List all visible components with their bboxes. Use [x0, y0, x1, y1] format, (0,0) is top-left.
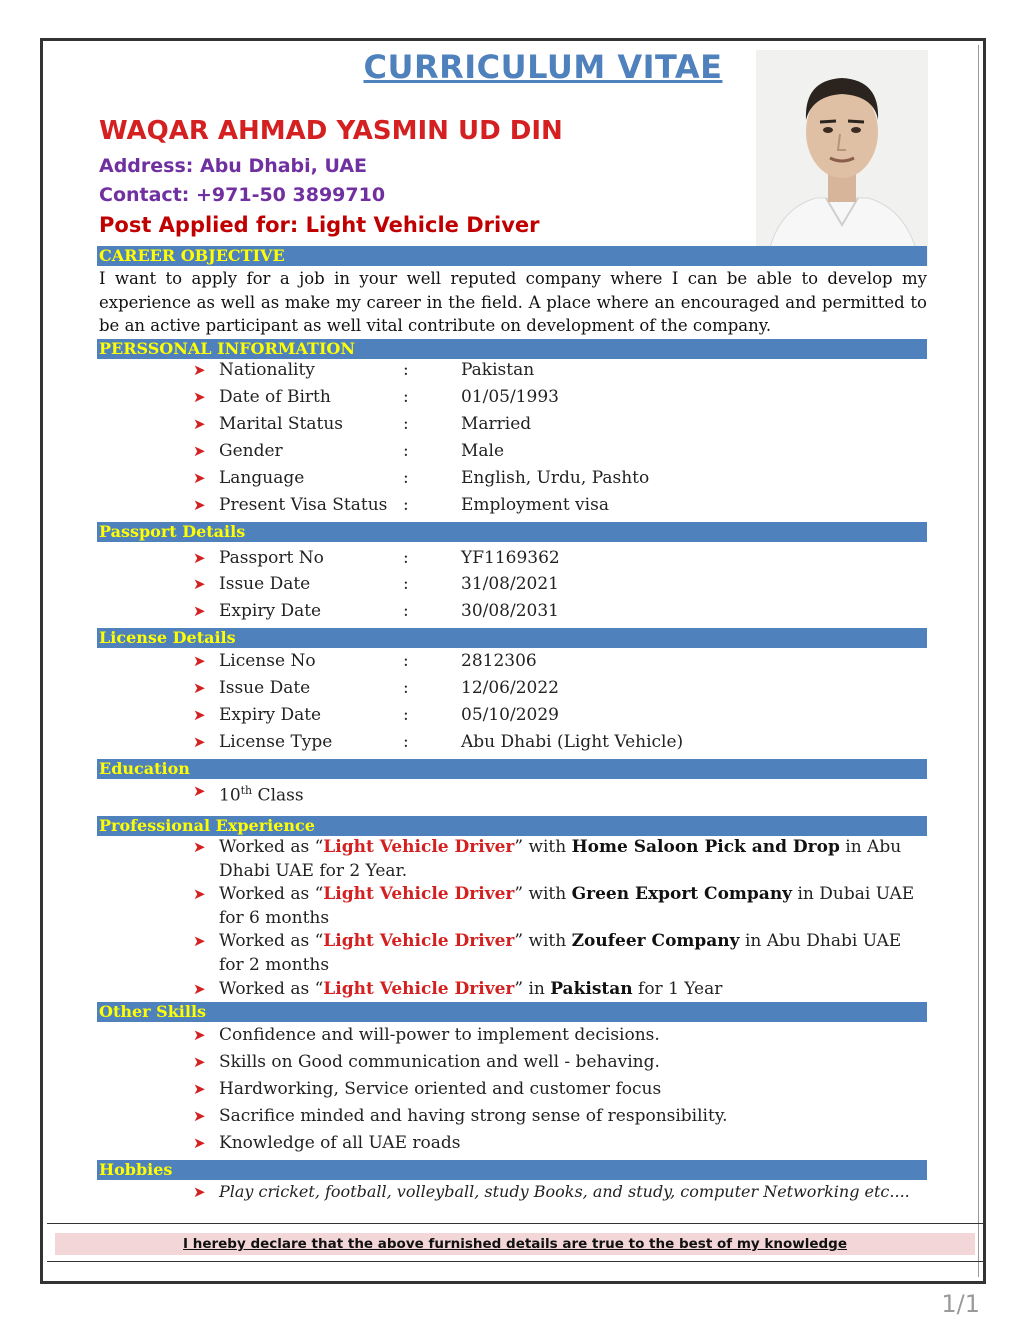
- field-separator: :: [403, 441, 409, 461]
- arrow-bullet-icon: ➤: [193, 652, 206, 670]
- field-label: Expiry Date: [219, 601, 322, 621]
- field-label: Date of Birth: [219, 387, 331, 407]
- arrow-bullet-icon: ➤: [193, 1026, 206, 1044]
- field-separator: :: [403, 705, 409, 725]
- field-separator: :: [403, 601, 409, 621]
- experience-item: ➤ Worked as “Light Vehicle Driver” in Pakistan for 1 Year: [193, 978, 923, 1002]
- field-separator: :: [403, 468, 409, 488]
- experience-item: ➤ Worked as “Light Vehicle Driver” with Home Saloon Pick and Drop in Abu Dhabi UAE for 2 Year.: [193, 837, 902, 881]
- section-hobbies: Hobbies: [97, 1160, 927, 1180]
- field-value: 01/05/1993: [461, 387, 559, 407]
- field-label: Expiry Date: [219, 705, 322, 725]
- field-label: Present Visa Status: [219, 495, 388, 515]
- field-value: Male: [461, 441, 505, 461]
- arrow-bullet-icon: ➤: [193, 469, 206, 487]
- section-passport-details: Passport Details: [97, 522, 927, 542]
- field-label: Gender: [219, 441, 283, 461]
- field-separator: :: [403, 574, 409, 594]
- field-label: Language: [219, 468, 305, 488]
- arrow-bullet-icon: ➤: [193, 885, 206, 903]
- cv-page: CURRICULUM VITAE WAQAR AHMAD YASMIN UD DIN Address: Abu Dhabi, UAE Contact: +971-50 3899710 Post Applied for: Light Vehicle Driver CAREER OBJECTIVE I want to apply for a job in your well reputed company where I can be able to develop my experience as well as make my career in the field. A place where an encouraged and permitted to be an active participant as well vital contribute on development of the company. PERSSONAL INFORMATION ➤ Nationality : Pakistan ➤ Date of Birth : 01/05/1993 ➤ Marital Status : Married ➤ Gender : Male ➤ Language : English, Urdu, Pashto ➤ Present Visa Status : Employment visa Passport Details ➤ Passport No : YF1169362 ➤ Issue Date : 31/08/2021 ➤ Expiry Date : 30/08/2031 License Details ➤ License No : 2812306 ➤ Issue Date : 12/06/2022 ➤ Expiry Date : 05/10/2029 ➤ License Type : Abu Dhabi (Light Vehicle) Education ➤ 10th Class Professional Experience ➤ Worked as “Light Vehicle Driver” with Home Saloon Pick and Drop in Abu Dhabi UAE for 2 Year. ➤ Worked as “Light Vehicle Driver” with Green Export Company in Dubai UAE for 6 months ➤ Worked as “Light Vehicle Driver” with Zoufeer Company in Abu Dhabi UAE for 2 months ➤ Worked as “Light Vehicle Driver” in Pakistan for 1 Year Other Skills ➤ Confidence and will-power to implement decisions. ➤ Skills on Good communication and well - behaving. ➤ Hardworking, Service oriented and customer focus ➤ Sacrifice minded and having strong sense of responsibility. ➤ Knowledge of all UAE roads Hobbies ➤ Play cricket, football, volleyball, study Books, and study, computer Networking etc.... I hereby declare that the above furnished details are true to the best of my knowledge: [40, 38, 986, 1284]
- field-value: Employment visa: [461, 495, 609, 515]
- footer-divider: [47, 1223, 983, 1224]
- arrow-bullet-icon: ➤: [193, 602, 206, 620]
- field-value: 05/10/2029: [461, 705, 559, 725]
- field-value: Abu Dhabi (Light Vehicle): [461, 732, 684, 752]
- arrow-bullet-icon: ➤: [193, 932, 206, 950]
- career-objective-text: I want to apply for a job in your well reputed company where I can be able to develop my experience as well as make my career in the field. A place where an encouraged and permitted to be an active participant as well vital contribute on development of the company.: [99, 269, 927, 335]
- candidate-address: Address: Abu Dhabi, UAE: [99, 155, 368, 177]
- field-separator: :: [403, 651, 409, 671]
- section-personal-info: PERSSONAL INFORMATION: [97, 339, 927, 359]
- field-value: 31/08/2021: [461, 574, 559, 594]
- experience-item: ➤ Worked as “Light Vehicle Driver” with Green Export Company in Dubai UAE for 6 months: [193, 884, 915, 928]
- field-value: Married: [461, 414, 532, 434]
- experience-item: ➤ Worked as “Light Vehicle Driver” with Zoufeer Company in Abu Dhabi UAE for 2 months: [193, 931, 902, 975]
- arrow-bullet-icon: ➤: [193, 1053, 206, 1071]
- education-item: 10th Class: [219, 784, 304, 806]
- cv-title: CURRICULUM VITAE: [363, 48, 723, 86]
- arrow-bullet-icon: ➤: [193, 706, 206, 724]
- arrow-bullet-icon: ➤: [193, 388, 206, 406]
- field-separator: :: [403, 548, 409, 568]
- post-applied: Post Applied for: Light Vehicle Driver: [99, 213, 540, 237]
- profile-photo: [756, 50, 928, 266]
- field-separator: :: [403, 732, 409, 752]
- field-label: License Type: [219, 732, 333, 752]
- field-value: English, Urdu, Pashto: [461, 468, 650, 488]
- arrow-bullet-icon: ➤: [193, 361, 206, 379]
- arrow-bullet-icon: ➤: [193, 575, 206, 593]
- arrow-bullet-icon: ➤: [193, 733, 206, 751]
- field-separator: :: [403, 360, 409, 380]
- section-license-details: License Details: [97, 628, 927, 648]
- profile-photo-illustration: [756, 50, 928, 266]
- field-value: 2812306: [461, 651, 537, 671]
- field-label: Issue Date: [219, 574, 311, 594]
- candidate-name: WAQAR AHMAD YASMIN UD DIN: [99, 116, 563, 146]
- arrow-bullet-icon: ➤: [193, 1080, 206, 1098]
- field-label: Issue Date: [219, 678, 311, 698]
- arrow-bullet-icon: ➤: [193, 782, 206, 800]
- arrow-bullet-icon: ➤: [193, 838, 206, 856]
- arrow-bullet-icon: ➤: [193, 549, 206, 567]
- field-label: License No: [219, 651, 316, 671]
- footer-divider: [47, 1261, 983, 1262]
- field-separator: :: [403, 678, 409, 698]
- candidate-contact: Contact: +971-50 3899710: [99, 184, 386, 206]
- arrow-bullet-icon: ➤: [193, 496, 206, 514]
- section-career-objective: CAREER OBJECTIVE: [97, 246, 927, 266]
- field-value: Pakistan: [461, 360, 535, 380]
- field-separator: :: [403, 387, 409, 407]
- field-separator: :: [403, 495, 409, 515]
- page-indicator: 1/1: [941, 1290, 980, 1318]
- field-value: 12/06/2022: [461, 678, 559, 698]
- section-education: Education: [97, 759, 927, 779]
- arrow-bullet-icon: ➤: [193, 1107, 206, 1125]
- arrow-bullet-icon: ➤: [193, 1134, 206, 1152]
- arrow-bullet-icon: ➤: [193, 442, 206, 460]
- section-professional-experience: Professional Experience: [97, 816, 927, 836]
- arrow-bullet-icon: ➤: [193, 679, 206, 697]
- field-separator: :: [403, 414, 409, 434]
- field-label: Passport No: [219, 548, 324, 568]
- arrow-bullet-icon: ➤: [193, 980, 206, 998]
- field-value: YF1169362: [461, 548, 560, 568]
- field-value: 30/08/2031: [461, 601, 559, 621]
- arrow-bullet-icon: ➤: [193, 1183, 206, 1201]
- arrow-bullet-icon: ➤: [193, 415, 206, 433]
- section-other-skills: Other Skills: [97, 1002, 927, 1022]
- field-label: Marital Status: [219, 414, 344, 434]
- declaration-text: I hereby declare that the above furnished details are true to the best of my knowledge: [55, 1233, 975, 1255]
- field-label: Nationality: [219, 360, 315, 380]
